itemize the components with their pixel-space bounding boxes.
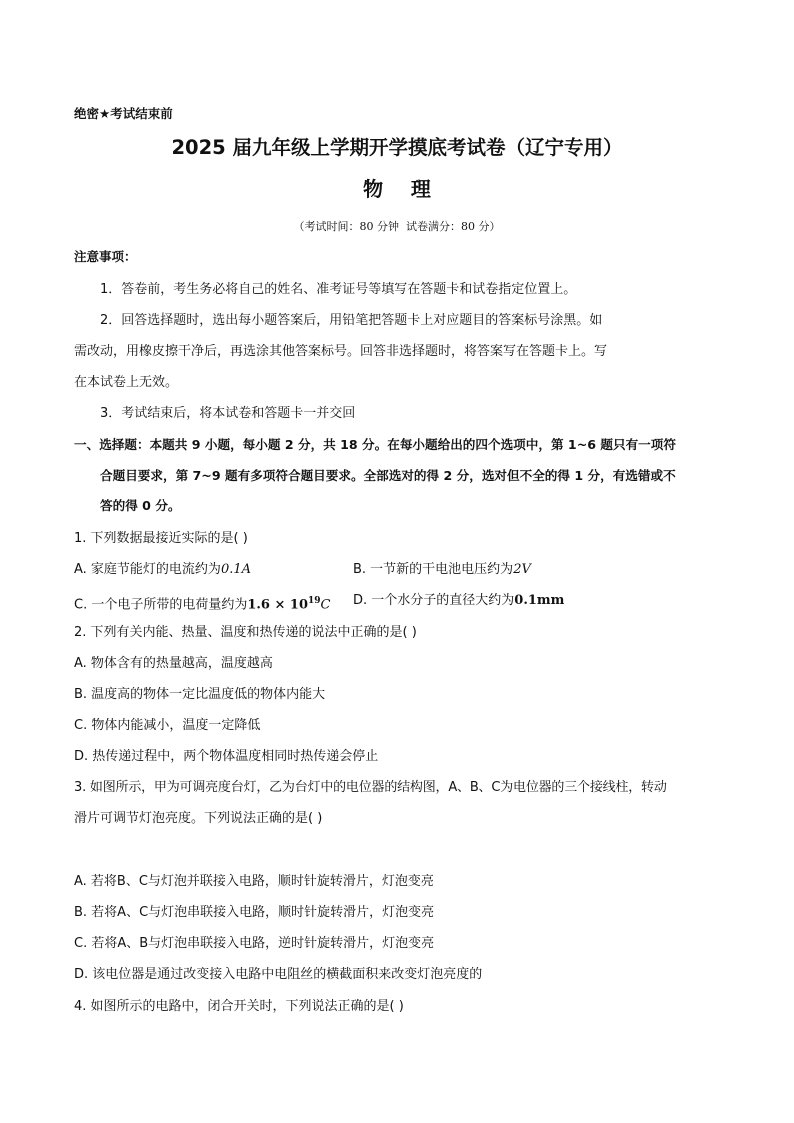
question-1-option-c: [74, 592, 330, 614]
question-1-stem: 1. 下列数据最接近实际的是( ): [74, 531, 248, 546]
option-c-value-exponent: 19: [308, 596, 321, 606]
option-a-text: A. 家庭节能灯的电流约为: [74, 562, 221, 577]
section-1-heading-line-1: 一、选择题：本题共 9 小题，每小题 2 分，共 18 分。在每小题给出的四个选项中，第 1~6 题只有一项符: [74, 437, 676, 452]
notes-item-1: 1．答卷前，考生务必将自己的姓名、准考证号等填写在答题卡和试卷指定位置上。: [100, 282, 577, 297]
notes-item-2-line-3: 在本试卷上无效。: [74, 375, 179, 390]
option-b-value: 2V: [513, 562, 531, 577]
option-a-value: 0.1A: [220, 562, 251, 577]
exam-time-info: （考试时间：80 分钟 试卷满分：80 分）: [293, 220, 501, 233]
question-4-stem: 4. 如图所示的电路中，闭合开关时，下列说法正确的是( ): [74, 999, 404, 1014]
question-3-stem-line-2: 滑片可调节灯泡亮度。下列说法正确的是( ): [74, 811, 323, 826]
question-2-stem: 2. 下列有关内能、热量、温度和热传递的说法中正确的是( ): [74, 625, 417, 640]
option-b-text: B. 一节新的干电池电压约为: [353, 562, 514, 577]
notes-heading: 注意事项：: [74, 249, 137, 264]
question-1-option-d: [353, 592, 564, 610]
section-1-heading-line-3: 答的得 0 分。: [100, 498, 181, 513]
question-3-option-d: D. 该电位器是通过改变接入电路中电阻丝的横截面积来改变灯泡亮度的: [74, 967, 483, 982]
exam-title: 2025 届九年级上学期开学摸底考试卷（辽宁专用）: [171, 136, 623, 159]
question-2-option-b: B. 温度高的物体一定比温度低的物体内能大: [74, 687, 326, 702]
section-1-heading-line-2: 合题目要求，第 7~9 题有多项符合题目要求。全部选对的得 2 分，选对但不全的得 1 分，有选错或不: [100, 468, 676, 483]
question-2-option-c: C. 物体内能减小，温度一定降低: [74, 718, 261, 733]
question-1-option-b: [353, 561, 531, 579]
question-2-option-d: D. 热传递过程中，两个物体温度相同时热传递会停止: [74, 749, 379, 764]
notes-item-2-line-2: 需改动，用橡皮擦干净后，再选涂其他答案标号。回答非选择题时，将答案写在答题卡上。写: [74, 344, 608, 359]
confidential-label: 绝密★考试结束前: [74, 106, 173, 121]
notes-item-2-line-1: 2．回答选择题时，选出每小题答案后，用铅笔把答题卡上对应题目的答案标号涂黑。如: [100, 313, 603, 328]
question-1-option-a: [74, 561, 251, 579]
question-3-option-b: B. 若将A、C与灯泡串联接入电路，顺时针旋转滑片，灯泡变亮: [74, 905, 435, 920]
option-c-text: C. 一个电子所带的电荷量约为: [74, 597, 248, 613]
option-d-value: 0.1mm: [514, 593, 565, 608]
question-3-stem-line-1: 3. 如图所示，甲为可调亮度台灯，乙为台灯中的电位器的结构图，A、B、C为电位器的三个接线柱，转动: [74, 780, 667, 795]
notes-item-3: 3．考试结束后，将本试卷和答题卡一并交回: [100, 406, 356, 421]
question-2-option-a: A. 物体含有的热量越高，温度越高: [74, 656, 273, 671]
option-d-text: D. 一个水分子的直径大约为: [353, 593, 515, 608]
subject-title: 物 理: [363, 177, 431, 201]
option-c-value-base: 1.6 × 10: [247, 597, 308, 613]
option-c-value-unit: C: [320, 597, 331, 613]
question-3-option-c: C. 若将A、B与灯泡串联接入电路，逆时针旋转滑片，灯泡变亮: [74, 936, 435, 951]
question-3-option-a: A. 若将B、C与灯泡并联接入电路，顺时针旋转滑片，灯泡变亮: [74, 874, 434, 889]
